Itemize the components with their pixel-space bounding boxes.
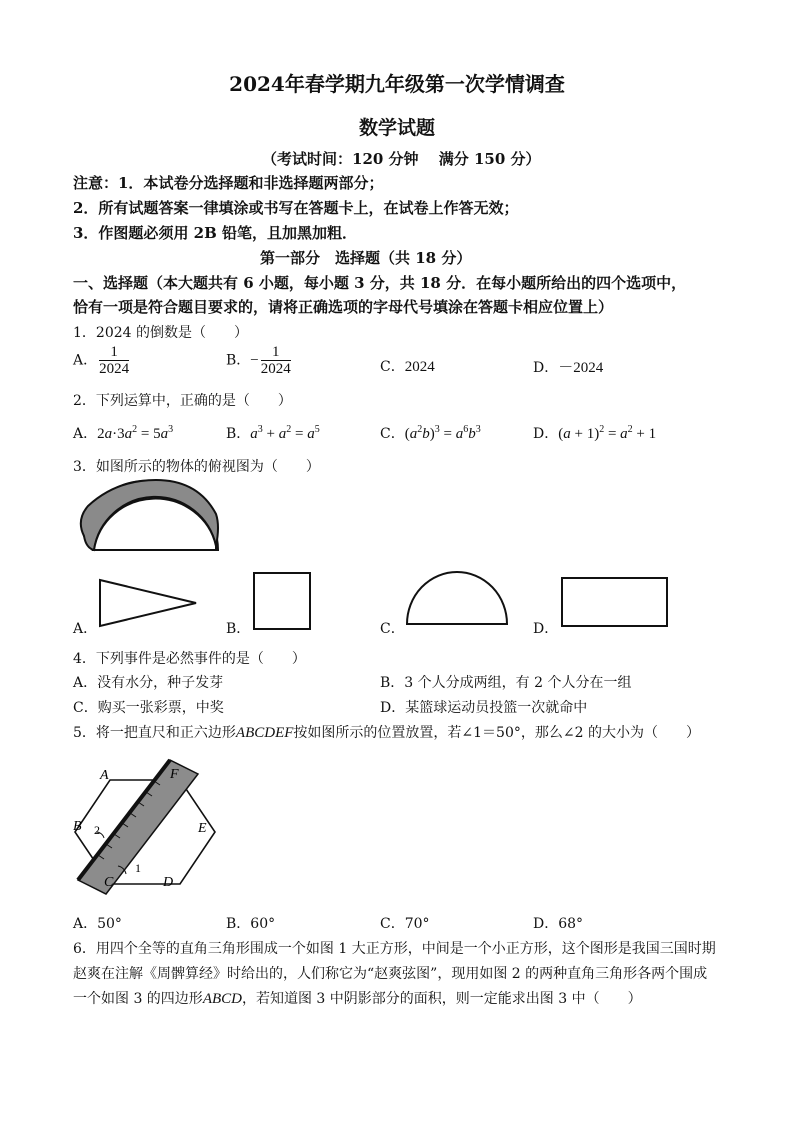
q2-option-c: C．$(a^2b)^3 = a^6b^3$ [380,424,481,442]
q3-stem: 3．如图所示的物体的俯视图为（ ） [73,459,320,475]
q3-option-c-semicircle [404,568,510,628]
q1-option-b: B．− $\frac{1}{2024}$ [226,344,291,377]
q3-option-b-label: B． [226,621,251,637]
q5-option-b: B．60° [226,916,276,932]
q6-line-3: 一个如图 3 的四边形ABCD，若知道图 3 中阴影部分的面积，则一定能求出图 3 中（ ） [73,991,642,1007]
q5-option-d: D．68° [533,916,584,932]
q4-option-c: C．购买一张彩票，中奖 [73,700,224,716]
part1-instruction-2: 恰有一项是符合题目要求的，请将正确选项的字母代号填涂在答题卡相应位置上） [73,298,614,316]
part1-heading: 第一部分 选择题（共 18 分） [260,249,472,267]
q6-line-1: 6．用四个全等的直角三角形围成一个如图 1 大正方形，中间是一个小正方形，这个图形是我国三国时期 [73,941,716,957]
q2-option-d: D．$(a + 1)^2 = a^2 + 1$ [533,424,657,442]
q3-option-c-label: C． [380,621,405,637]
q3-option-b-square [251,570,313,632]
time-info: （考试时间：120 分钟 满分 150 分） [262,150,541,168]
q3-option-d-label: D． [533,621,559,637]
hex-label-a: A [100,768,109,783]
q4-stem: 4．下列事件是必然事件的是（ ） [73,651,306,667]
exam-title: 2024年春学期九年级第一次学情调查 [229,72,565,96]
q2-option-a: A．$2a\cdot 3a^2 = 5a^3$ [73,424,174,442]
q3-option-d-rectangle [559,575,671,629]
note-1: 注意：1．本试卷分选择题和非选择题两部分； [73,174,384,192]
q1-option-a: A． $\frac{1}{2024}$ [73,344,130,377]
q1-option-c: C．2024 [380,359,435,375]
q2-option-b: B．$a^3 + a^2 = a^5$ [226,424,320,442]
q3-option-a-triangle [96,576,200,628]
angle-2-label: 2 [94,823,100,837]
q1-option-d: D．－2024 [533,360,604,376]
q6-line-2: 赵爽在注解《周髀算经》时给出的，人们称它为“赵爽弦图”，现用如图 2 的两种直角三角形各两个围成 [73,966,708,982]
q4-option-d: D．某篮球运动员投篮一次就命中 [380,700,588,716]
hex-label-c: C [104,875,114,890]
q4-option-a: A．没有水分，种子发芽 [73,675,224,691]
note-3: 3．作图题必须用 2B 铅笔，且加黑加粗． [73,224,357,242]
q1-stem: 1．2024 的倒数是（ ） [73,325,248,341]
hex-label-b: B [73,819,82,834]
angle-1-label: 1 [135,861,141,875]
hex-label-d: D [163,875,174,890]
q5-option-c: C．70° [380,916,430,932]
note-2: 2．所有试题答案一律填涂或书写在答题卡上，在试卷上作答无效； [73,199,519,217]
q5-option-a: A．50° [73,916,122,932]
hex-label-f: F [170,767,179,782]
subject-title: 数学试题 [358,117,435,139]
hex-label-e: E [198,821,207,836]
q5-stem: 5．将一把直尺和正六边形ABCDEF按如图所示的位置放置，若∠1＝50°，那么∠2 的大小为（ ） [73,725,700,741]
q5-hexagon-ruler-figure [70,752,220,900]
q4-option-b: B．3 个人分成两组，有 2 个人分在一组 [380,675,632,691]
q3-option-a-label: A． [73,621,98,637]
q2-stem: 2．下列运算中，正确的是（ ） [73,393,292,409]
part1-instruction-1: 一、选择题（本大题共有 6 小题，每小题 3 分，共 18 分．在每小题所给出的四个选项中， [73,274,687,292]
q3-solid-figure [70,478,220,553]
